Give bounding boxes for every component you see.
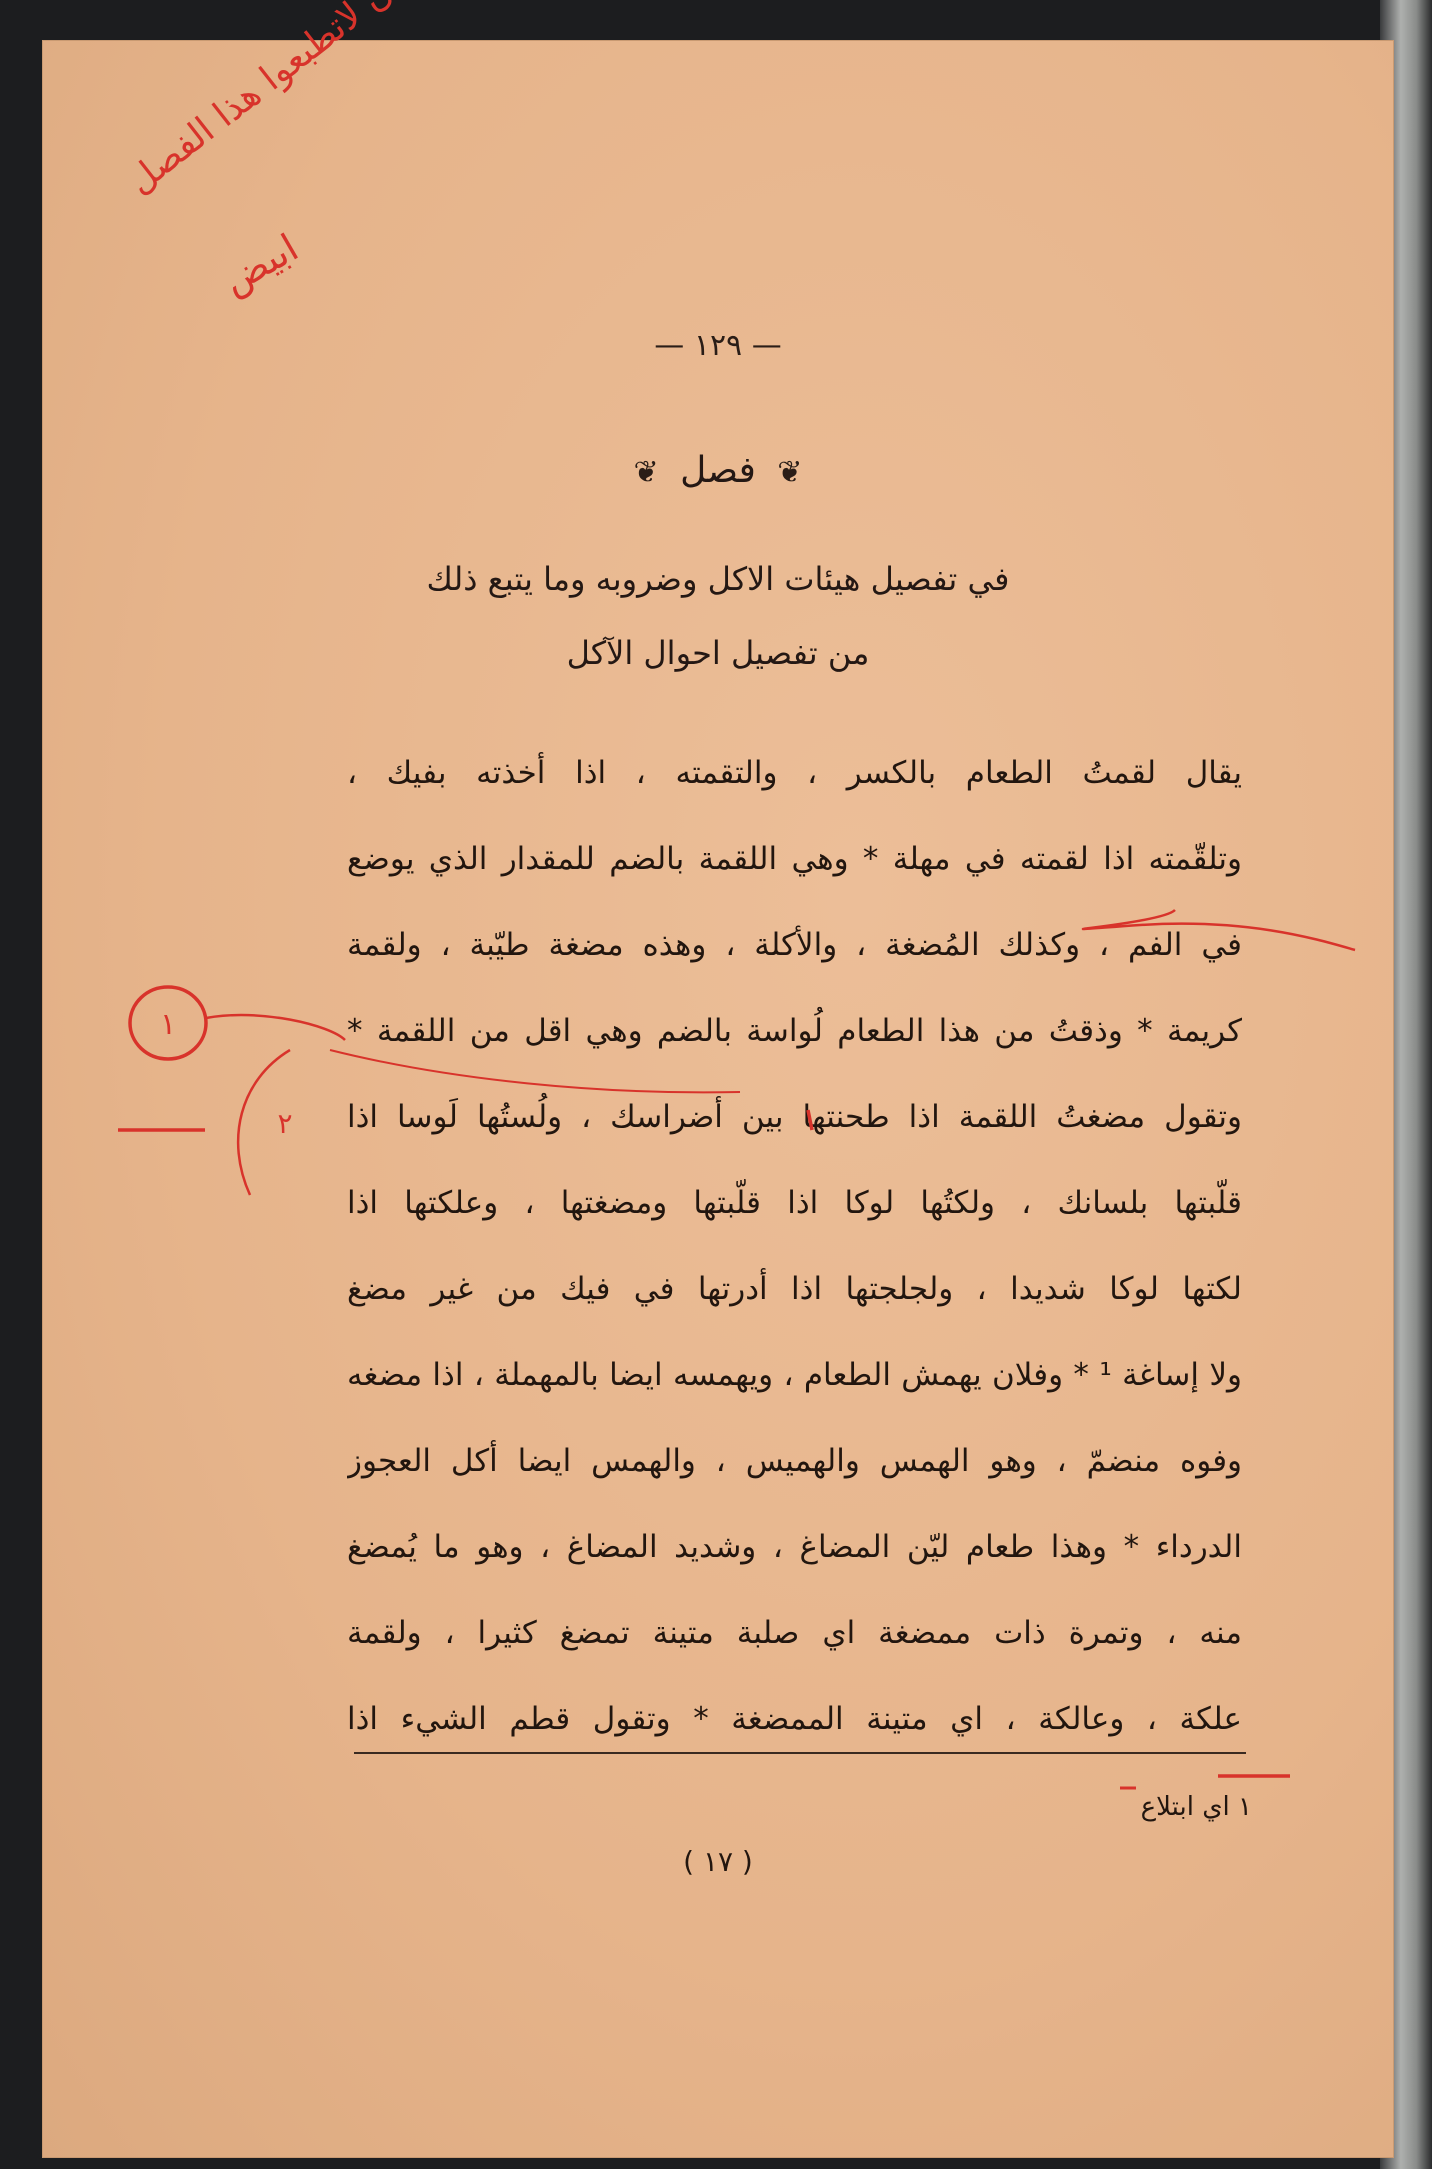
body-line: وتقول مضغتُ اللقمة اذا طحنتها بين أضراسك ، ولُستُها لَوسا اذا — [347, 1099, 1242, 1135]
body-line: علكة ، وعالكة ، اي متينة الممضغة * وتقول قطم الشيء اذا — [347, 1701, 1242, 1737]
ornament-right-icon: ❦ — [777, 455, 803, 490]
section-subtitle-line-1: في تفصيل هيئات الاكل وضروبه وما يتبع ذلك — [426, 560, 1010, 598]
footnote: ١ اي ابتلاع — [1140, 1792, 1252, 1822]
page-number: — ١٢٩ — — [654, 328, 782, 363]
document-page — [42, 40, 1394, 2158]
handwritten-note-line-2: ابيض — [215, 225, 306, 304]
chapter-title: فصل — [680, 450, 756, 491]
body-line: لكتها لوكا شديدا ، ولجلجتها اذا أدرتها في فيك من غير مضغ — [347, 1271, 1242, 1307]
section-subtitle-line-2: من تفصيل احوال الآكل — [566, 634, 870, 672]
circle-mark-text: ١ — [159, 1007, 177, 1042]
chapter-heading — [42, 450, 1394, 491]
body-text — [347, 730, 1242, 1762]
body-line: وتلقّمته اذا لقمته في مهلة * وهي اللقمة بالضم للمقدار الذي يوضع — [347, 841, 1242, 877]
body-line: يقال لقمتُ الطعام بالكسر ، والتقمته ، اذا أخذته بفيك ، — [347, 755, 1242, 791]
footnote-divider — [354, 1752, 1246, 1754]
body-line: ولا إساغة ¹ * وفلان يهمش الطعام ، ويهمسه ايضا بالمهملة ، اذا مضغه — [347, 1357, 1242, 1393]
signature-mark: ( ١٧ ) — [683, 1845, 753, 1878]
ornament-left-icon: ❦ — [633, 455, 659, 490]
body-line: كريمة * وذقتُ من هذا الطعام لُواسة بالضم وهي اقل من اللقمة * — [347, 1013, 1242, 1049]
margin-mark-text: ٢ — [277, 1107, 293, 1140]
body-line: قلّبتها بلسانك ، ولكتُها لوكا اذا قلّبتها ومضغتها ، وعلكتها اذا — [347, 1185, 1242, 1221]
body-line: في الفم ، وكذلك المُضغة ، والأكلة ، وهذه مضغة طيّبة ، ولقمة — [347, 927, 1242, 963]
body-line: منه ، وتمرة ذات ممضغة اي صلبة متينة تمضغ كثيرا ، ولقمة — [347, 1615, 1242, 1651]
body-line: وفوه منضمّ ، وهو الهمس والهميس ، والهمس ايضا أكل العجوز — [347, 1443, 1242, 1479]
body-line: الدرداء * وهذا طعام ليّن المضاغ ، وشديد المضاغ ، وهو ما يُمضغ — [347, 1529, 1242, 1565]
